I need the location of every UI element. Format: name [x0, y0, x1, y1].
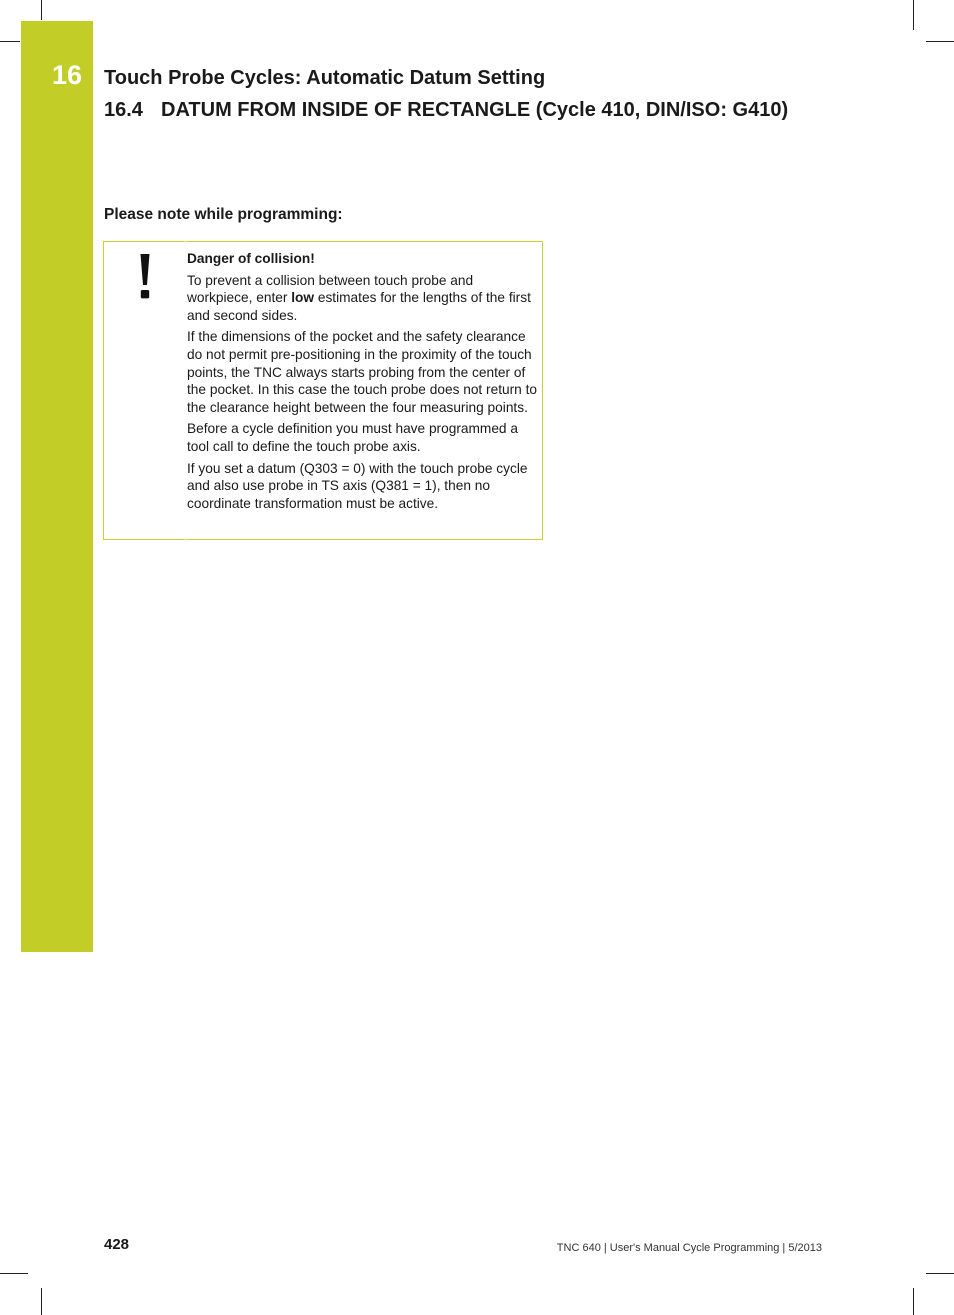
crop-mark [0, 41, 20, 42]
page-number: 428 [104, 1236, 130, 1253]
crop-mark [41, 1288, 42, 1315]
section-title-text: DATUM FROM INSIDE OF RECTANGLE (Cycle 410, DIN/ISO: G410) [161, 99, 789, 121]
footer-text: TNC 640 | User's Manual Cycle Programming | 5/2013 [556, 1242, 822, 1254]
note-content [187, 250, 537, 516]
crop-mark [913, 0, 914, 30]
note-paragraph: If the dimensions of the pocket and the safety clearance do not permit pre-positioning in the proximity of the touch points, the TNC always starts probing from the center of the pocket. In this case the touch probe does not return to the clearance height between the four measuring points. [187, 329, 538, 415]
chapter-side-bar [21, 21, 93, 952]
subheading: Please note while programming: [104, 206, 343, 223]
chapter-number: 16 [52, 60, 83, 90]
note-paragraph [187, 272, 537, 325]
section-number: 16.4 [104, 99, 143, 121]
chapter-title: Touch Probe Cycles: Automatic Datum Setting [104, 67, 546, 89]
note-emphasis: low [291, 290, 315, 306]
crop-mark [926, 41, 954, 42]
note-paragraph: Before a cycle definition you must have programmed a tool call to define the touch probe axis. [187, 421, 518, 454]
note-text: To prevent a collision between touch probe and workpiece, enter [187, 272, 474, 306]
crop-mark [0, 1273, 28, 1274]
note-heading: Danger of collision! [187, 251, 315, 266]
crop-mark [926, 1273, 954, 1274]
exclamation-icon [139, 252, 151, 300]
section-title [104, 99, 788, 122]
crop-mark [913, 1288, 914, 1315]
note-text: estimates for the lengths of the first and second sides. [187, 290, 531, 323]
warning-note-box [103, 241, 543, 540]
note-divider [185, 241, 186, 540]
note-paragraph: If you set a datum (Q303 = 0) with the touch probe cycle and also use probe in TS axis (Q381 = 1), then no coordinate transformation must be active. [187, 460, 528, 511]
crop-mark [41, 0, 42, 20]
